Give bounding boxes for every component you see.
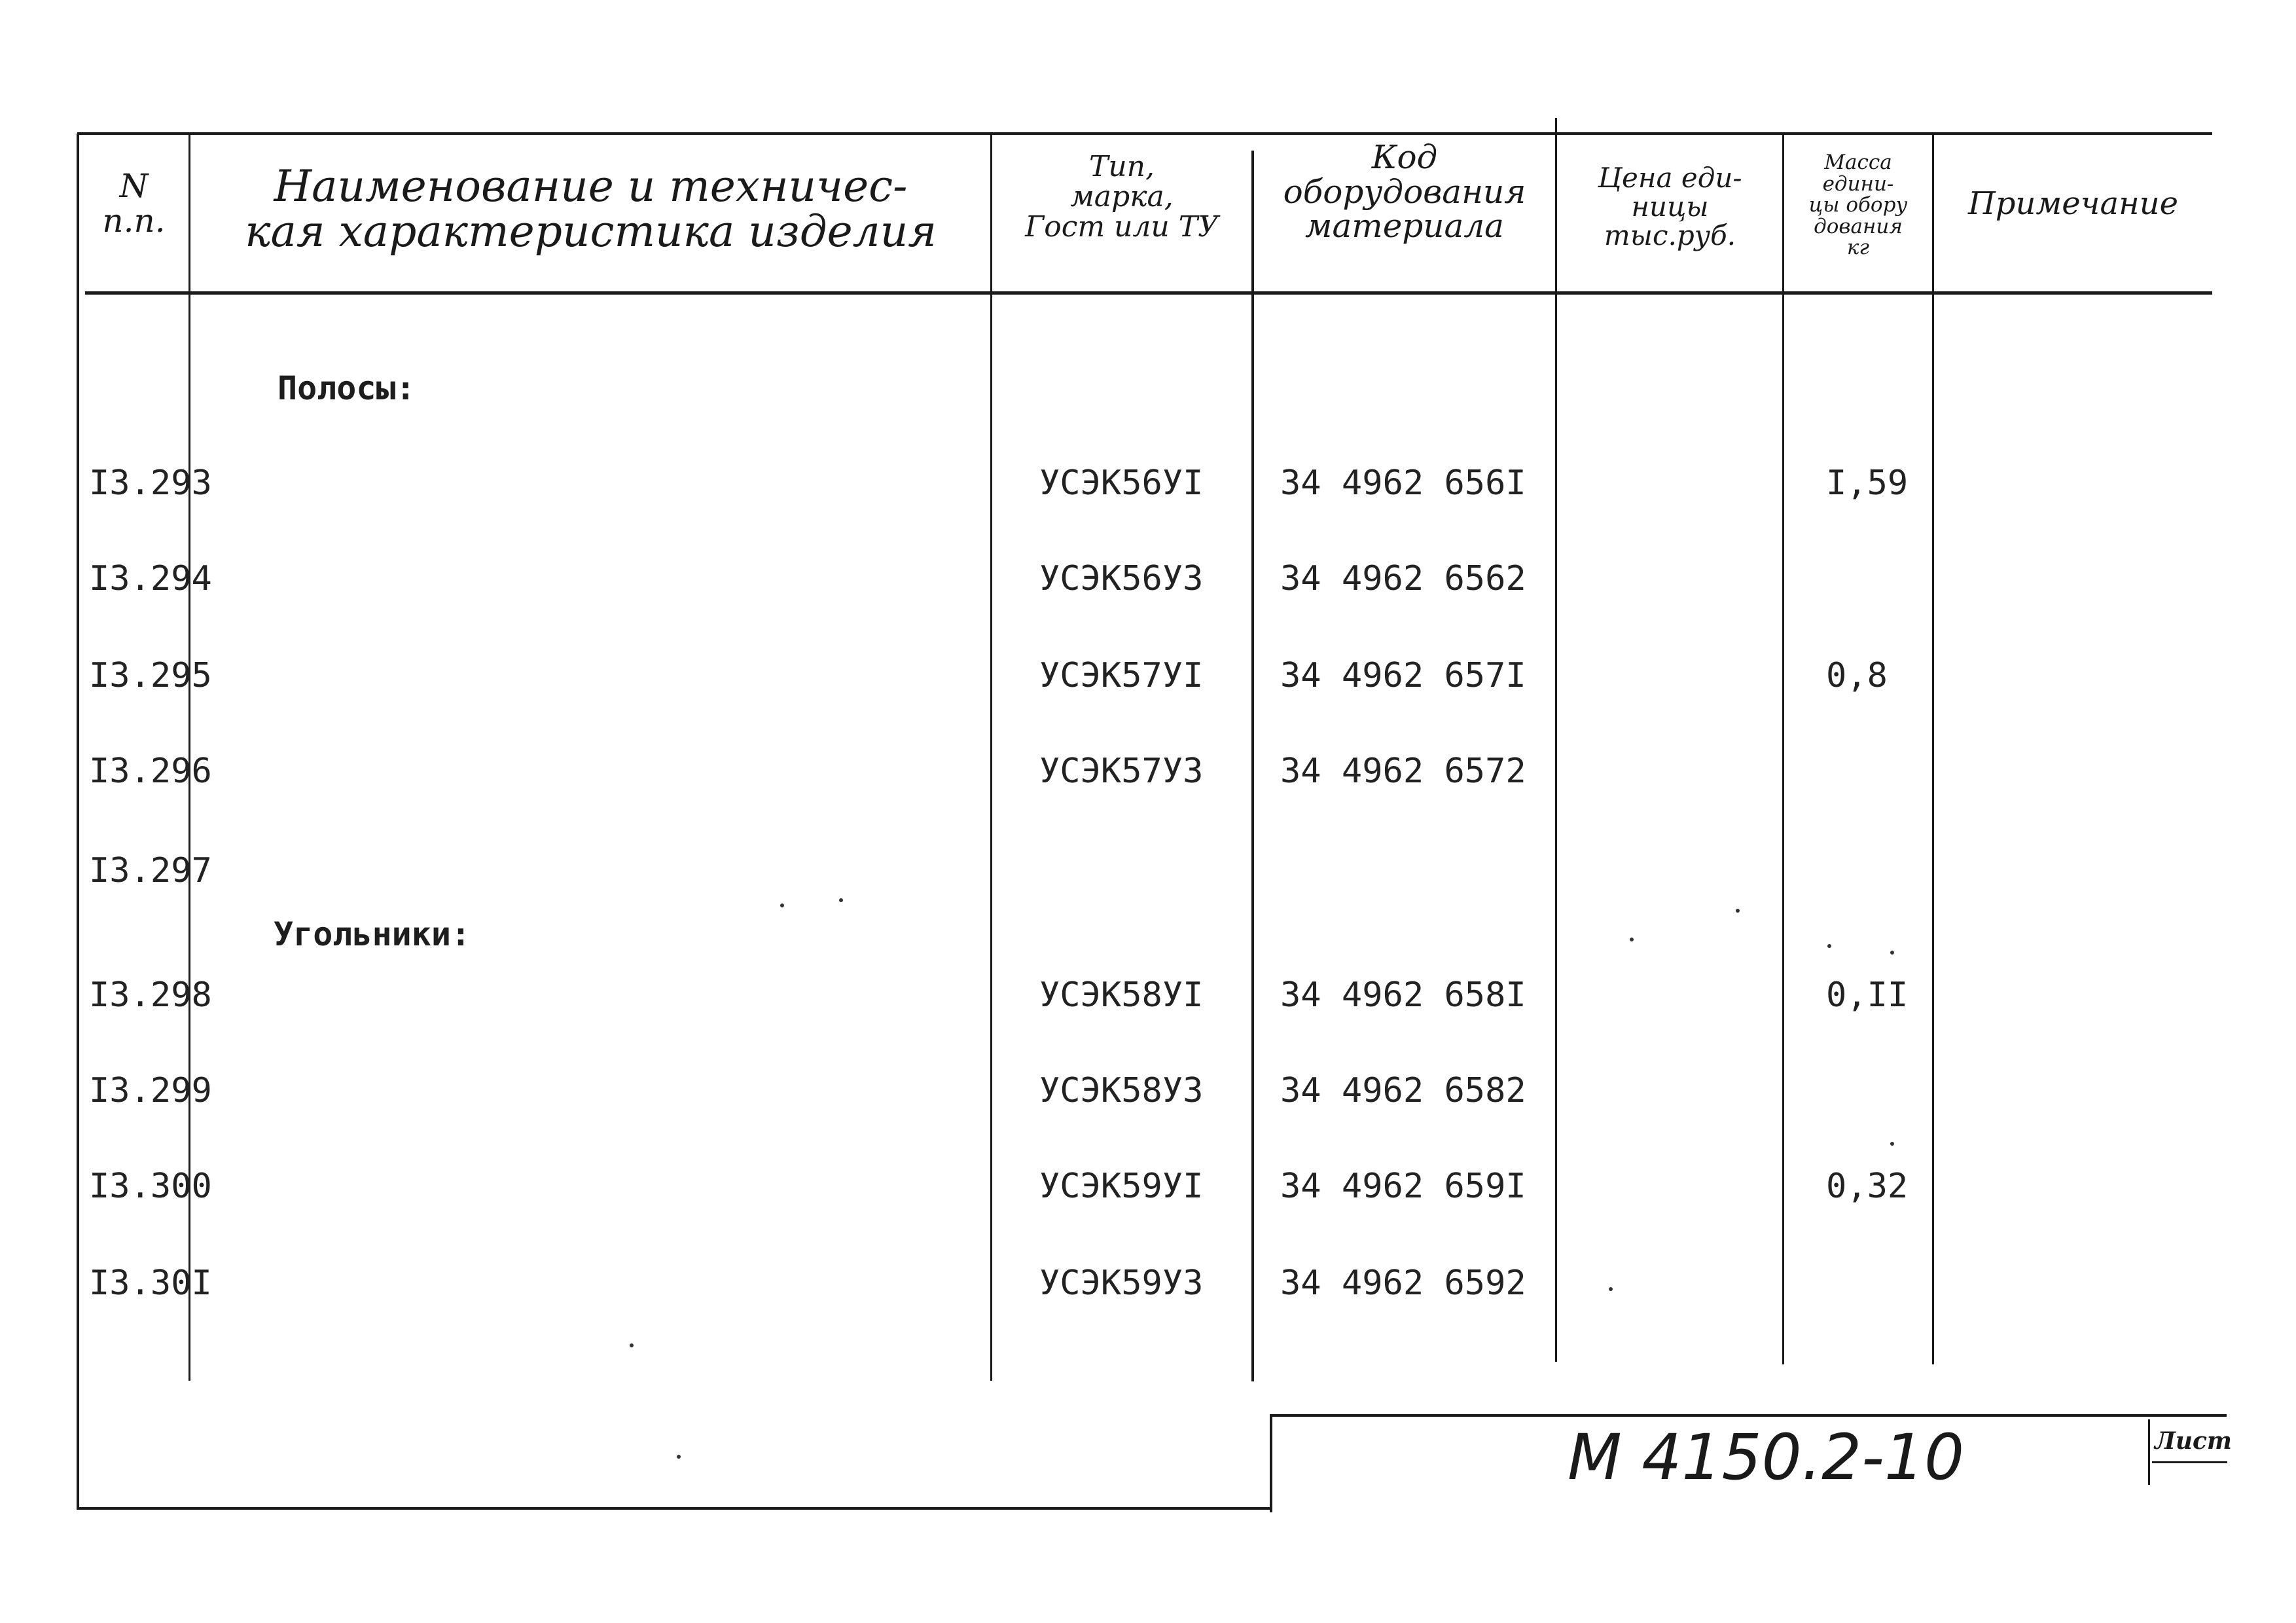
section-label-strips: Полосы:: [278, 369, 416, 407]
page-bottom-border: [77, 1507, 1272, 1510]
col-divider-type: [1251, 151, 1254, 1381]
row-number: I3.299: [89, 1071, 212, 1110]
row-code: 34 4962 6582: [1280, 1071, 1526, 1110]
row-type: УСЭК57У3: [1039, 752, 1204, 791]
row-type: УСЭК59У3: [1039, 1264, 1204, 1303]
row-type: УСЭК59УI: [1039, 1167, 1204, 1206]
row-type: УСЭК58У3: [1039, 1071, 1204, 1110]
col-divider-price: [1782, 134, 1784, 1364]
row-type: УСЭК56У3: [1039, 559, 1204, 598]
row-number: I3.294: [89, 559, 212, 598]
table-left-border: [77, 134, 79, 1510]
row-code: 34 4962 656I: [1280, 464, 1526, 503]
scan-speck: [1890, 1142, 1894, 1146]
header-type: Тип, марка, Гост или ТУ: [1025, 150, 1219, 244]
document-code: М 4150.2-10: [1568, 1421, 1965, 1494]
row-mass: 0,II: [1826, 976, 1909, 1015]
title-block-left: [1270, 1414, 1272, 1512]
table-top-border: [77, 132, 2212, 135]
scan-speck: [1890, 951, 1894, 955]
header-number: N п.п.: [102, 167, 166, 240]
scan-speck: [1736, 909, 1740, 913]
row-code: 34 4962 657I: [1280, 656, 1526, 695]
scan-speck: [1630, 938, 1634, 941]
header-code: Код оборудования материала: [1283, 138, 1526, 245]
row-number: I3.295: [89, 656, 212, 695]
col-divider-code: [1555, 118, 1557, 1362]
scan-speck: [1827, 944, 1831, 948]
row-code: 34 4962 658I: [1280, 976, 1526, 1015]
row-number: I3.300: [89, 1167, 212, 1206]
row-mass: I,59: [1826, 464, 1909, 503]
header-name: Наименование и техничес- кая характеристика изделия: [245, 161, 937, 257]
row-number: I3.296: [89, 752, 212, 791]
row-number: I3.298: [89, 976, 212, 1015]
row-mass: 0,8: [1826, 656, 1888, 695]
section-label-angles: Угольники:: [274, 915, 471, 953]
scan-speck: [677, 1455, 681, 1459]
row-type: УСЭК56УI: [1039, 464, 1204, 503]
sheet-box-divider: [2152, 1461, 2227, 1463]
row-number: I3.293: [89, 464, 212, 503]
header-bottom-border: [85, 291, 2212, 295]
row-code: 34 4962 6572: [1280, 752, 1526, 791]
header-mass: Масса едини- цы обору дования кг: [1808, 151, 1908, 260]
col-divider-name: [990, 134, 992, 1381]
row-number: I3.30I: [89, 1264, 212, 1303]
header-note: Примечание: [1967, 185, 2179, 222]
scan-speck: [780, 903, 784, 907]
sheet-label: Лист: [2155, 1427, 2233, 1455]
col-divider-mass: [1932, 134, 1934, 1364]
scan-speck: [630, 1343, 634, 1347]
scan-speck: [1609, 1287, 1613, 1291]
title-block-top: [1271, 1414, 2227, 1417]
row-mass: 0,32: [1826, 1167, 1909, 1206]
row-type: УСЭК57УI: [1039, 656, 1204, 695]
header-price: Цена еди- ницы тыс.руб.: [1598, 162, 1742, 252]
scan-speck: [839, 898, 843, 902]
row-code: 34 4962 6592: [1280, 1264, 1526, 1303]
row-code: 34 4962 6562: [1280, 559, 1526, 598]
row-code: 34 4962 659I: [1280, 1167, 1526, 1206]
row-type: УСЭК58УI: [1039, 976, 1204, 1015]
sheet-box-left: [2148, 1419, 2150, 1485]
row-number: I3.297: [89, 851, 212, 890]
